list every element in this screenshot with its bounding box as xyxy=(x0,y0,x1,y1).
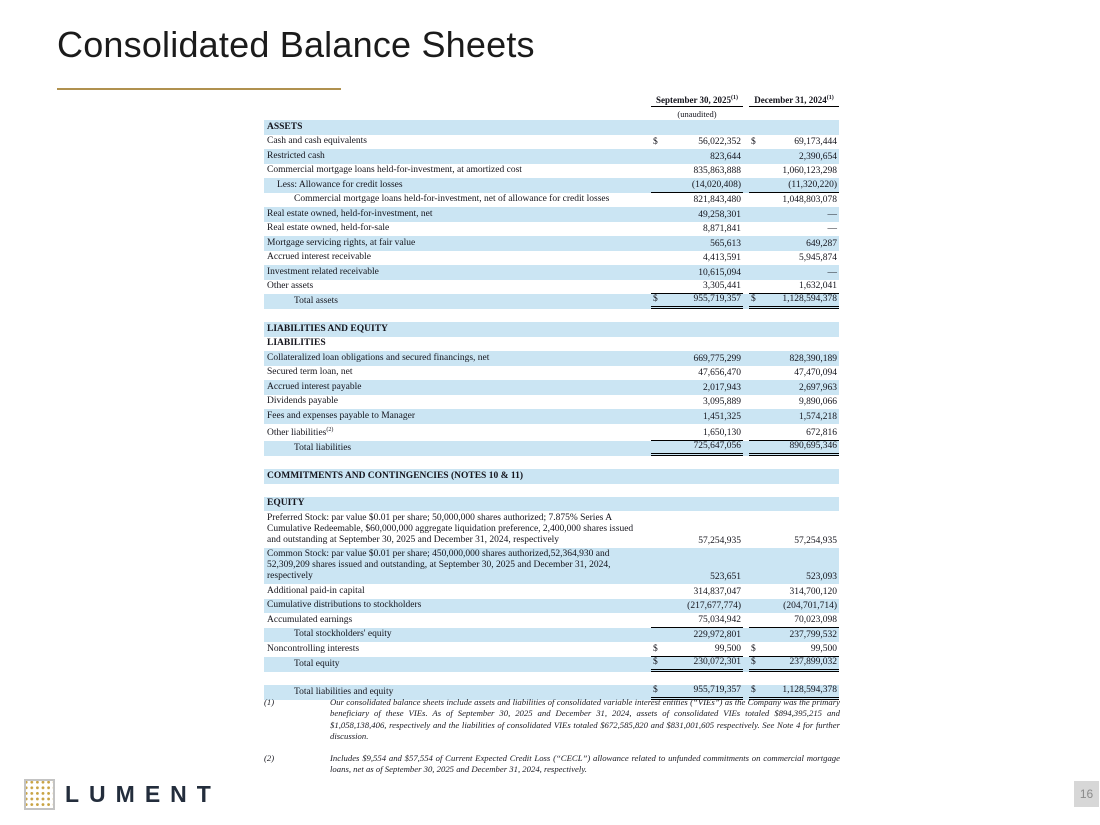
row-label: Accrued interest payable xyxy=(267,381,362,392)
table-row xyxy=(264,424,839,442)
cell-value: 4,413,591 xyxy=(703,253,741,263)
table-row xyxy=(264,628,839,643)
balance-sheet-rows xyxy=(264,120,839,700)
row-label: Additional paid-in capital xyxy=(267,585,365,596)
cell-value: 890,695,346 xyxy=(749,441,839,456)
table-row xyxy=(264,351,839,366)
spacer-row xyxy=(264,672,839,685)
table-row xyxy=(264,280,839,295)
col-header-footnote-ref: (1) xyxy=(731,95,739,101)
footnote-ref: (2) xyxy=(326,427,334,433)
cell-value: 1,060,123,298 xyxy=(782,166,837,176)
cell-value: 57,254,935 xyxy=(698,535,741,546)
row-label: Accrued interest receivable xyxy=(267,252,371,262)
table-row xyxy=(264,599,839,614)
row-label: Total stockholders' equity xyxy=(294,629,392,640)
cell-value xyxy=(749,509,839,511)
cell-value: 821,843,480 xyxy=(693,195,741,205)
row-label: COMMITMENTS AND CONTINGENCIES (NOTES 10 & 11) xyxy=(267,470,523,481)
cell-value: 229,972,801 xyxy=(693,630,741,641)
table-row xyxy=(264,613,839,628)
row-label: Fees and expenses payable to Manager xyxy=(267,410,415,421)
row-label: Secured term loan, net xyxy=(267,367,353,377)
row-label: ASSETS xyxy=(267,121,303,132)
row-label: Less: Allowance for credit losses xyxy=(277,179,403,190)
col-header-sep-30-2025 xyxy=(651,95,743,107)
row-label: Noncontrolling interests xyxy=(267,643,360,654)
page-title: Consolidated Balance Sheets xyxy=(57,24,535,65)
row-label: Total assets xyxy=(294,296,338,306)
table-row xyxy=(264,294,839,309)
footnote-text: Our consolidated balance sheets include assets and liabilities of consolidated variable interest entities (“VIEs”) as the Company was the primary beneficiary of these VIEs. As of September 30, 2025 and December 31, 2024, assets of consolidated VIEs totaled $894,395,215 and $1,058,138,406, respectively and the liabilities of consolidated VIEs totaled $672,585,820 and $831,001,605 respectively. See Note 4 for further discussion. xyxy=(330,697,840,741)
table-row xyxy=(264,657,839,672)
table-row xyxy=(264,469,839,484)
cell-value: 672,816 xyxy=(749,428,839,441)
table-row xyxy=(264,207,839,222)
table-row xyxy=(264,322,839,337)
cell-value: 649,287 xyxy=(806,238,837,249)
cell-value: 669,775,299 xyxy=(693,353,741,364)
table-row xyxy=(264,265,839,280)
row-label: Real estate owned, held-for-sale xyxy=(267,223,390,233)
title-underline xyxy=(57,88,341,90)
unaudited-note: (unaudited) xyxy=(677,108,717,119)
cell-value: 1,650,130 xyxy=(651,428,743,441)
row-label: Restricted cash xyxy=(267,150,325,161)
row-label: Total liabilities xyxy=(294,443,352,454)
cell-value xyxy=(651,335,743,337)
row-label: Other assets xyxy=(267,281,314,291)
cell-value: (14,020,408) xyxy=(651,180,743,193)
cell-value: — xyxy=(827,224,837,234)
row-label: EQUITY xyxy=(267,498,305,509)
table-row xyxy=(264,193,839,208)
table-row xyxy=(264,395,839,410)
table-row xyxy=(264,135,839,150)
cell-value: $ 237,899,032 xyxy=(749,657,839,672)
lument-logo-text: LUMENT xyxy=(65,781,221,807)
cell-value: (11,320,220) xyxy=(749,180,839,193)
cell-value: 725,647,056 xyxy=(651,441,743,456)
footnote xyxy=(264,697,840,742)
row-label: Total liabilities and equity xyxy=(294,686,394,697)
table-row xyxy=(264,380,839,395)
col-header-dec-31-2024 xyxy=(749,95,839,107)
spacer-row xyxy=(264,456,839,469)
cell-value: 70,023,098 xyxy=(749,615,839,628)
cell-value xyxy=(749,133,839,135)
row-label: Preferred Stock: par value $0.01 per share; 50,000,000 shares authorized; 7.875% Series A Cumulative Redeemable, $60,000,000 aggregate liquidation preference, 2,400,000 shares issued and outstanding at September 30, 2025 and December 31, 2024, respectively xyxy=(267,512,634,545)
row-label: Cash and cash equivalents xyxy=(267,136,367,146)
spacer-row xyxy=(264,484,839,497)
table-row xyxy=(264,511,839,548)
cell-value: 2,697,963 xyxy=(799,382,837,393)
cell-value: $ 1,128,594,378 xyxy=(749,294,839,309)
cell-value: $ 99,500 xyxy=(651,644,743,657)
cell-value: 1,451,325 xyxy=(703,411,741,422)
lument-dot-grid-icon xyxy=(24,779,55,810)
row-label: Commercial mortgage loans held-for-investment, net of allowance for credit losses xyxy=(294,194,610,204)
cell-value: $ 69,173,444 xyxy=(751,137,837,147)
cell-value: 57,254,935 xyxy=(794,535,837,546)
cell-value: — xyxy=(827,267,837,278)
table-row xyxy=(264,409,839,424)
table-row xyxy=(264,178,839,193)
cell-value: 835,863,888 xyxy=(693,166,741,176)
table-row xyxy=(264,642,839,657)
cell-value: 3,305,441 xyxy=(651,281,743,294)
row-label: Common Stock: par value $0.01 per share; 450,000,000 shares authorized,52,364,930 and 52,309,209 shares issued and outstanding, at September 30, 2025 and December 31, 2024, respectively xyxy=(267,549,611,582)
cell-value: 823,644 xyxy=(710,151,741,162)
table-row xyxy=(264,149,839,164)
cell-value: 49,258,301 xyxy=(698,209,741,220)
cell-value: 314,700,120 xyxy=(789,586,837,597)
row-label: Real estate owned, held-for-investment, net xyxy=(267,208,433,219)
cell-value: $ 99,500 xyxy=(749,644,839,657)
cell-value: 237,799,532 xyxy=(789,630,837,641)
cell-value: 523,651 xyxy=(710,572,741,583)
table-row xyxy=(264,366,839,381)
cell-value: $ 955,719,357 xyxy=(651,294,743,309)
cell-value xyxy=(651,482,743,484)
cell-value: (204,701,714) xyxy=(783,601,837,612)
footnotes xyxy=(264,697,840,787)
cell-value: $ 56,022,352 xyxy=(653,137,741,147)
cell-value: — xyxy=(827,209,837,220)
cell-value: 1,574,218 xyxy=(799,411,837,422)
table-row xyxy=(264,584,839,599)
cell-value: $ 1,128,594,378 xyxy=(749,685,839,700)
cell-value: 2,390,654 xyxy=(799,151,837,162)
col-header-label: September 30, 2025 xyxy=(655,95,732,105)
lument-logo xyxy=(24,779,221,810)
row-label: Other liabilities$^{(2)}$ xyxy=(267,427,334,439)
cell-value: 3,095,889 xyxy=(703,397,741,407)
cell-value: 8,871,841 xyxy=(703,224,741,234)
row-label: Collateralized loan obligations and secured financings, net xyxy=(267,352,490,363)
footnote-text: Includes $9,554 and $57,554 of Current Expected Credit Loss (“CECL”) allowance related to unfunded commitments on commercial mortgage loans, net as of September 30, 2025 and December 31, 2024, respectively. xyxy=(330,753,840,775)
page-number-badge: 16 xyxy=(1074,781,1099,807)
col-header-label: December 31, 2024 xyxy=(754,95,827,105)
table-row xyxy=(264,120,839,135)
cell-value: 828,390,189 xyxy=(789,353,837,364)
table-row xyxy=(264,497,839,512)
footnote-marker: (1) xyxy=(264,697,275,707)
table-row xyxy=(264,222,839,237)
cell-value: (217,677,774) xyxy=(687,601,741,612)
cell-value: 314,837,047 xyxy=(693,586,741,597)
cell-value: 75,034,942 xyxy=(651,615,743,628)
spacer-row xyxy=(264,309,839,322)
table-header-row xyxy=(264,95,839,107)
unaudited-row xyxy=(264,107,839,120)
cell-value: 565,613 xyxy=(710,238,741,249)
table-row xyxy=(264,251,839,266)
cell-value: 1,048,803,078 xyxy=(782,195,837,205)
cell-value: 47,656,470 xyxy=(698,368,741,378)
row-label: LIABILITIES xyxy=(267,338,326,348)
cell-value: 9,890,066 xyxy=(799,397,837,407)
cell-value xyxy=(749,482,839,484)
cell-value: 2,017,943 xyxy=(703,382,741,393)
table-row xyxy=(264,548,839,585)
cell-value: 523,093 xyxy=(806,572,837,583)
cell-value: 10,615,094 xyxy=(698,267,741,278)
cell-value: 47,470,094 xyxy=(794,368,837,378)
cell-value: $ 230,072,301 xyxy=(651,657,743,672)
row-label: Mortgage servicing rights, at fair value xyxy=(267,237,416,248)
row-label: Commercial mortgage loans held-for-investment, at amortized cost xyxy=(267,165,522,175)
cell-value xyxy=(749,335,839,337)
cell-value: 5,945,874 xyxy=(799,253,837,263)
footnote-marker: (2) xyxy=(264,753,275,764)
cell-value: 1,632,041 xyxy=(749,281,839,294)
balance-sheet-table xyxy=(264,95,839,700)
table-row xyxy=(264,441,839,456)
table-row xyxy=(264,337,839,352)
cell-value xyxy=(651,133,743,135)
row-label: LIABILITIES AND EQUITY xyxy=(267,323,388,334)
table-row xyxy=(264,164,839,179)
row-label: Dividends payable xyxy=(267,396,338,406)
row-label: Total equity xyxy=(294,658,340,669)
cell-value: $ 955,719,357 xyxy=(651,685,743,700)
footnote xyxy=(264,753,840,776)
row-label: Investment related receivable xyxy=(267,266,379,277)
cell-value xyxy=(651,349,743,351)
col-header-footnote-ref: (1) xyxy=(826,95,834,101)
table-row xyxy=(264,236,839,251)
row-label: Cumulative distributions to stockholders xyxy=(267,600,422,611)
cell-value xyxy=(749,349,839,351)
row-label: Accumulated earnings xyxy=(267,614,353,625)
cell-value xyxy=(651,509,743,511)
